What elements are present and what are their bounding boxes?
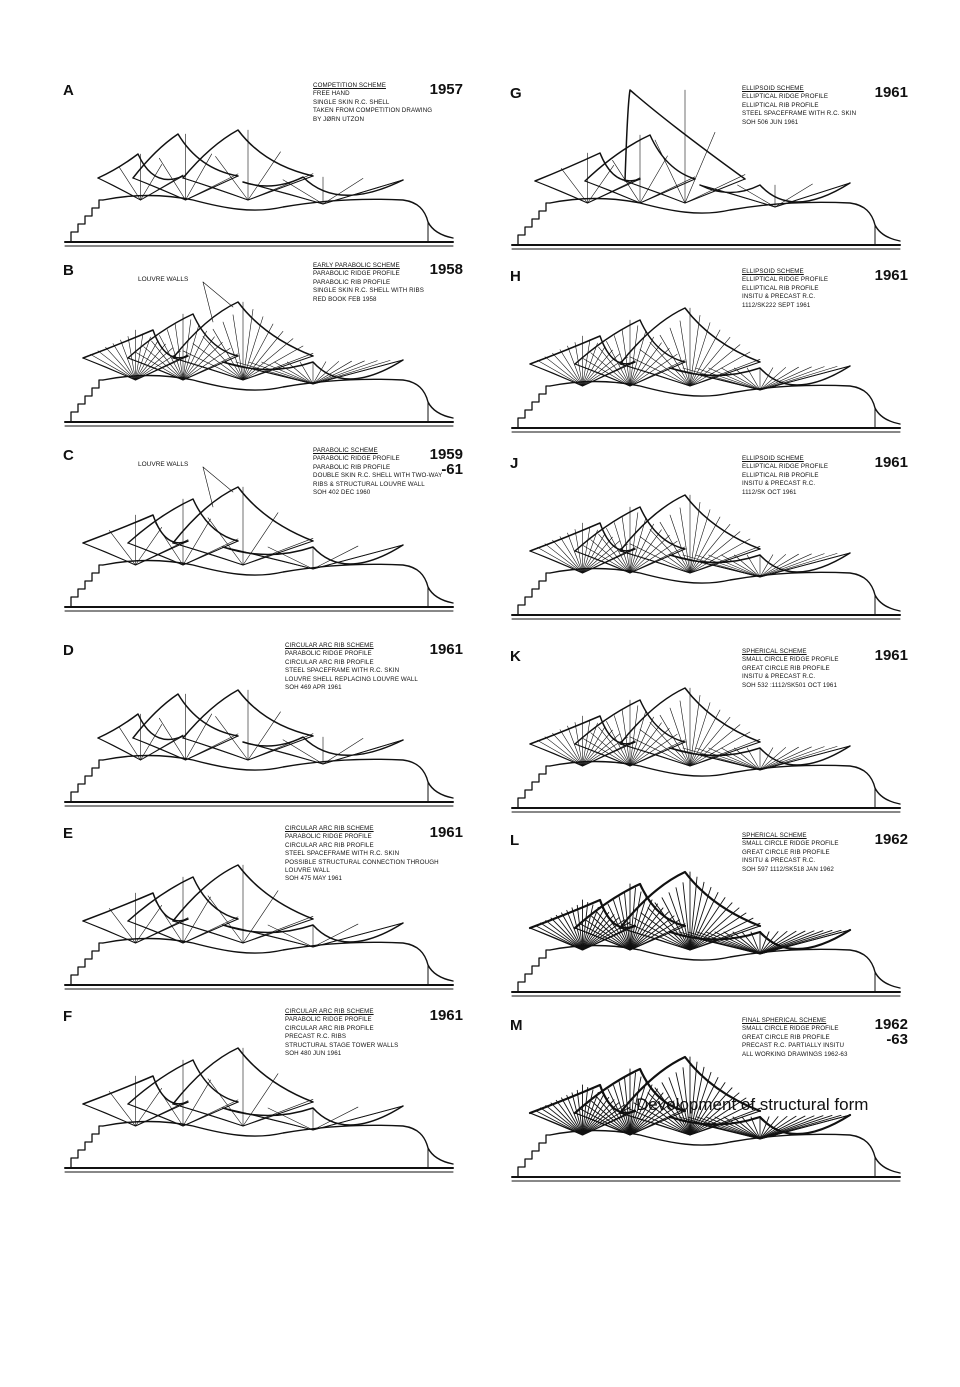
- scheme-notes: [742, 832, 839, 874]
- scheme-note-line: CIRCULAR ARC RIB PROFILE: [285, 658, 374, 666]
- podium-profile: [550, 569, 900, 612]
- scheme-notes: [313, 447, 442, 497]
- scheme-title: CIRCULAR ARC RIB SCHEME: [285, 642, 374, 649]
- scheme-title: CIRCULAR ARC RIB SCHEME: [285, 1008, 374, 1015]
- podium-profile: [103, 376, 453, 419]
- scheme-note-line: DOUBLE SKIN R.C. SHELL WITH TWO-WAY: [313, 472, 443, 480]
- scheme-note-line: SMALL CIRCLE RIDGE PROFILE: [742, 656, 839, 664]
- podium-steps: [71, 943, 103, 985]
- scheme-note-line: ELLIPTICAL RIDGE PROFILE: [742, 276, 829, 284]
- scheme-notes: [285, 1008, 398, 1058]
- podium-profile: [103, 1122, 453, 1165]
- scheme-note-line: PRECAST R.C. PARTIALLY INSITU: [742, 1042, 845, 1050]
- scheme-year: 1961: [874, 84, 908, 101]
- scheme-note-line: GREAT CIRCLE RIB PROFILE: [742, 1033, 830, 1041]
- scheme-letter: B: [63, 262, 74, 279]
- scheme-title: SPHERICAL SCHEME: [742, 648, 807, 655]
- scheme-note-line: SINGLE SKIN R.C. SHELL: [313, 98, 390, 106]
- scheme-note-line: POSSIBLE STRUCTURAL CONNECTION THROUGH: [285, 858, 439, 866]
- scheme-year: 1962: [874, 831, 908, 848]
- scheme-notes: [285, 642, 418, 692]
- louvre-walls-label: LOUVRE WALLS: [138, 461, 189, 468]
- scheme-notes: [313, 82, 432, 124]
- podium-steps: [518, 573, 550, 615]
- scheme-note-line: 1112/SK OCT 1961: [742, 488, 797, 496]
- podium-steps: [518, 1135, 550, 1177]
- scheme-note-line: SOH 597 1112/SK518 JAN 1962: [742, 865, 834, 873]
- podium-profile: [550, 199, 900, 242]
- scheme-panel-j: [510, 455, 910, 635]
- scheme-note-line: ELLIPTICAL RIB PROFILE: [742, 101, 819, 109]
- scheme-note-line: LOUVRE SHELL REPLACING LOUVRE WALL: [285, 675, 418, 683]
- section-drawing-f: [63, 1008, 463, 1188]
- section-drawing-j: [510, 455, 910, 635]
- scheme-note-line: BY JØRN UTZON: [313, 115, 365, 123]
- scheme-year: 1958: [429, 261, 463, 278]
- podium-steps: [71, 1126, 103, 1168]
- podium-profile: [103, 561, 453, 604]
- scheme-note-line: ELLIPTICAL RIDGE PROFILE: [742, 463, 829, 471]
- section-drawing-l: [510, 832, 910, 1012]
- scheme-notes: [313, 262, 424, 304]
- scheme-note-line: PARABOLIC RIB PROFILE: [313, 463, 391, 471]
- scheme-panel-h: [510, 268, 910, 448]
- podium-profile: [550, 762, 900, 805]
- podium-steps: [518, 950, 550, 992]
- scheme-title: PARABOLIC SCHEME: [313, 447, 378, 454]
- scheme-panel-g: [510, 85, 910, 265]
- podium-profile: [103, 939, 453, 982]
- scheme-title: ELLIPSOID SCHEME: [742, 268, 804, 275]
- scheme-notes: [742, 455, 828, 497]
- scheme-note-line: LOUVRE WALL: [285, 867, 330, 875]
- scheme-year: 1961: [429, 1007, 463, 1024]
- podium-steps: [518, 203, 550, 245]
- scheme-note-line: SOH 506 JUN 1961: [742, 118, 799, 126]
- scheme-title: COMPETITION SCHEME: [313, 82, 386, 89]
- podium-profile: [103, 196, 453, 239]
- scheme-note-line: INSITU & PRECAST R.C.: [742, 480, 816, 488]
- scheme-year: 1959 -61: [429, 446, 463, 478]
- scheme-letter: H: [510, 268, 521, 285]
- scheme-note-line: FREE HAND: [313, 90, 350, 98]
- scheme-note-line: SINGLE SKIN R.C. SHELL WITH RIBS: [313, 287, 424, 295]
- scheme-letter: F: [63, 1008, 73, 1025]
- scheme-title: EARLY PARABOLIC SCHEME: [313, 262, 400, 269]
- scheme-letter: C: [63, 447, 74, 464]
- scheme-note-line: CIRCULAR ARC RIB PROFILE: [285, 841, 374, 849]
- scheme-year: 1961: [874, 454, 908, 471]
- scheme-note-line: SOH 402 DEC 1960: [313, 489, 371, 497]
- scheme-note-line: SOH 480 JUN 1961: [285, 1050, 342, 1058]
- scheme-letter: J: [510, 455, 519, 472]
- scheme-note-line: RIBS & STRUCTURAL LOUVRE WALL: [313, 480, 425, 488]
- scheme-letter: G: [510, 85, 522, 102]
- scheme-note-line: PARABOLIC RIDGE PROFILE: [285, 650, 372, 658]
- scheme-note-line: INSITU & PRECAST R.C.: [742, 293, 816, 301]
- scheme-note-line: PARABOLIC RIDGE PROFILE: [285, 1016, 372, 1024]
- louvre-walls-label: LOUVRE WALLS: [138, 276, 189, 283]
- scheme-note-line: ALL WORKING DRAWINGS 1962-63: [742, 1050, 848, 1058]
- scheme-note-line: STEEL SPACEFRAME WITH R.C. SKIN: [742, 110, 857, 118]
- scheme-note-line: STEEL SPACEFRAME WITH R.C. SKIN: [285, 850, 400, 858]
- scheme-panel-c: [63, 447, 463, 627]
- scheme-note-line: ELLIPTICAL RIDGE PROFILE: [742, 93, 829, 101]
- scheme-panel-f: [63, 1008, 463, 1188]
- scheme-note-line: INSITU & PRECAST R.C.: [742, 857, 816, 865]
- scheme-note-line: SMALL CIRCLE RIDGE PROFILE: [742, 1025, 839, 1033]
- scheme-title: ELLIPSOID SCHEME: [742, 455, 804, 462]
- scheme-note-line: GREAT CIRCLE RIB PROFILE: [742, 664, 830, 672]
- podium-steps: [71, 760, 103, 802]
- scheme-title: ELLIPSOID SCHEME: [742, 85, 804, 92]
- scheme-year: 1961: [874, 647, 908, 664]
- scheme-panel-e: [63, 825, 463, 1005]
- scheme-letter: A: [63, 82, 74, 99]
- podium-steps: [518, 386, 550, 428]
- scheme-panel-k: [510, 648, 910, 828]
- scheme-note-line: GREAT CIRCLE RIB PROFILE: [742, 848, 830, 856]
- scheme-panel-b: [63, 262, 463, 442]
- scheme-notes: [742, 648, 839, 690]
- scheme-letter: E: [63, 825, 74, 842]
- scheme-panel-l: [510, 832, 910, 1012]
- scheme-year: 1961: [429, 641, 463, 658]
- scheme-year: 1961: [874, 267, 908, 284]
- scheme-note-line: PARABOLIC RIB PROFILE: [313, 278, 391, 286]
- scheme-note-line: STEEL SPACEFRAME WITH R.C. SKIN: [285, 667, 400, 675]
- scheme-letter: K: [510, 648, 521, 665]
- scheme-letter: M: [510, 1017, 523, 1034]
- scheme-year: 1962 -63: [874, 1016, 908, 1048]
- section-drawing-k: [510, 648, 910, 828]
- scheme-note-line: ELLIPTICAL RIB PROFILE: [742, 284, 819, 292]
- scheme-year: 1957: [429, 81, 463, 98]
- podium-profile: [550, 946, 900, 989]
- scheme-note-line: CIRCULAR ARC RIB PROFILE: [285, 1024, 374, 1032]
- scheme-notes: [742, 1017, 848, 1059]
- scheme-letter: D: [63, 642, 74, 659]
- scheme-note-line: PARABOLIC RIDGE PROFILE: [313, 270, 400, 278]
- scheme-note-line: RED BOOK FEB 1958: [313, 295, 377, 303]
- scheme-note-line: PARABOLIC RIDGE PROFILE: [313, 455, 400, 463]
- scheme-note-line: STRUCTURAL STAGE TOWER WALLS: [285, 1041, 399, 1049]
- scheme-note-line: 1112/SK222 SEPT 1961: [742, 301, 811, 309]
- scheme-panel-a: [63, 82, 463, 262]
- scheme-notes: [285, 825, 439, 884]
- scheme-title: FINAL SPHERICAL SCHEME: [742, 1017, 827, 1024]
- scheme-year: 1961: [429, 824, 463, 841]
- scheme-note-line: TAKEN FROM COMPETITION DRAWING: [313, 107, 433, 115]
- podium-profile: [103, 756, 453, 799]
- scheme-note-line: SOH 475 MAY 1961: [285, 875, 343, 883]
- scheme-note-line: PRECAST R.C. RIBS: [285, 1033, 347, 1041]
- scheme-notes: [742, 85, 856, 127]
- scheme-note-line: INSITU & PRECAST R.C.: [742, 673, 816, 681]
- scheme-note-line: SOH 469 APR 1961: [285, 684, 342, 692]
- podium-profile: [550, 382, 900, 425]
- scheme-note-line: SMALL CIRCLE RIDGE PROFILE: [742, 840, 839, 848]
- scheme-title: SPHERICAL SCHEME: [742, 832, 807, 839]
- page-caption: Development of structural form: [636, 1095, 869, 1114]
- podium-steps: [518, 766, 550, 808]
- section-drawing-h: [510, 268, 910, 448]
- scheme-title: CIRCULAR ARC RIB SCHEME: [285, 825, 374, 832]
- podium-steps: [71, 380, 103, 422]
- scheme-note-line: ELLIPTICAL RIB PROFILE: [742, 471, 819, 479]
- scheme-letter: L: [510, 832, 520, 849]
- podium-profile: [550, 1131, 900, 1174]
- scheme-note-line: PARABOLIC RIDGE PROFILE: [285, 833, 372, 841]
- scheme-panel-d: [63, 642, 463, 822]
- scheme-note-line: SOH 532 :1112/SK501 OCT 1961: [742, 681, 837, 689]
- scheme-notes: [742, 268, 828, 310]
- podium-steps: [71, 200, 103, 242]
- podium-steps: [71, 565, 103, 607]
